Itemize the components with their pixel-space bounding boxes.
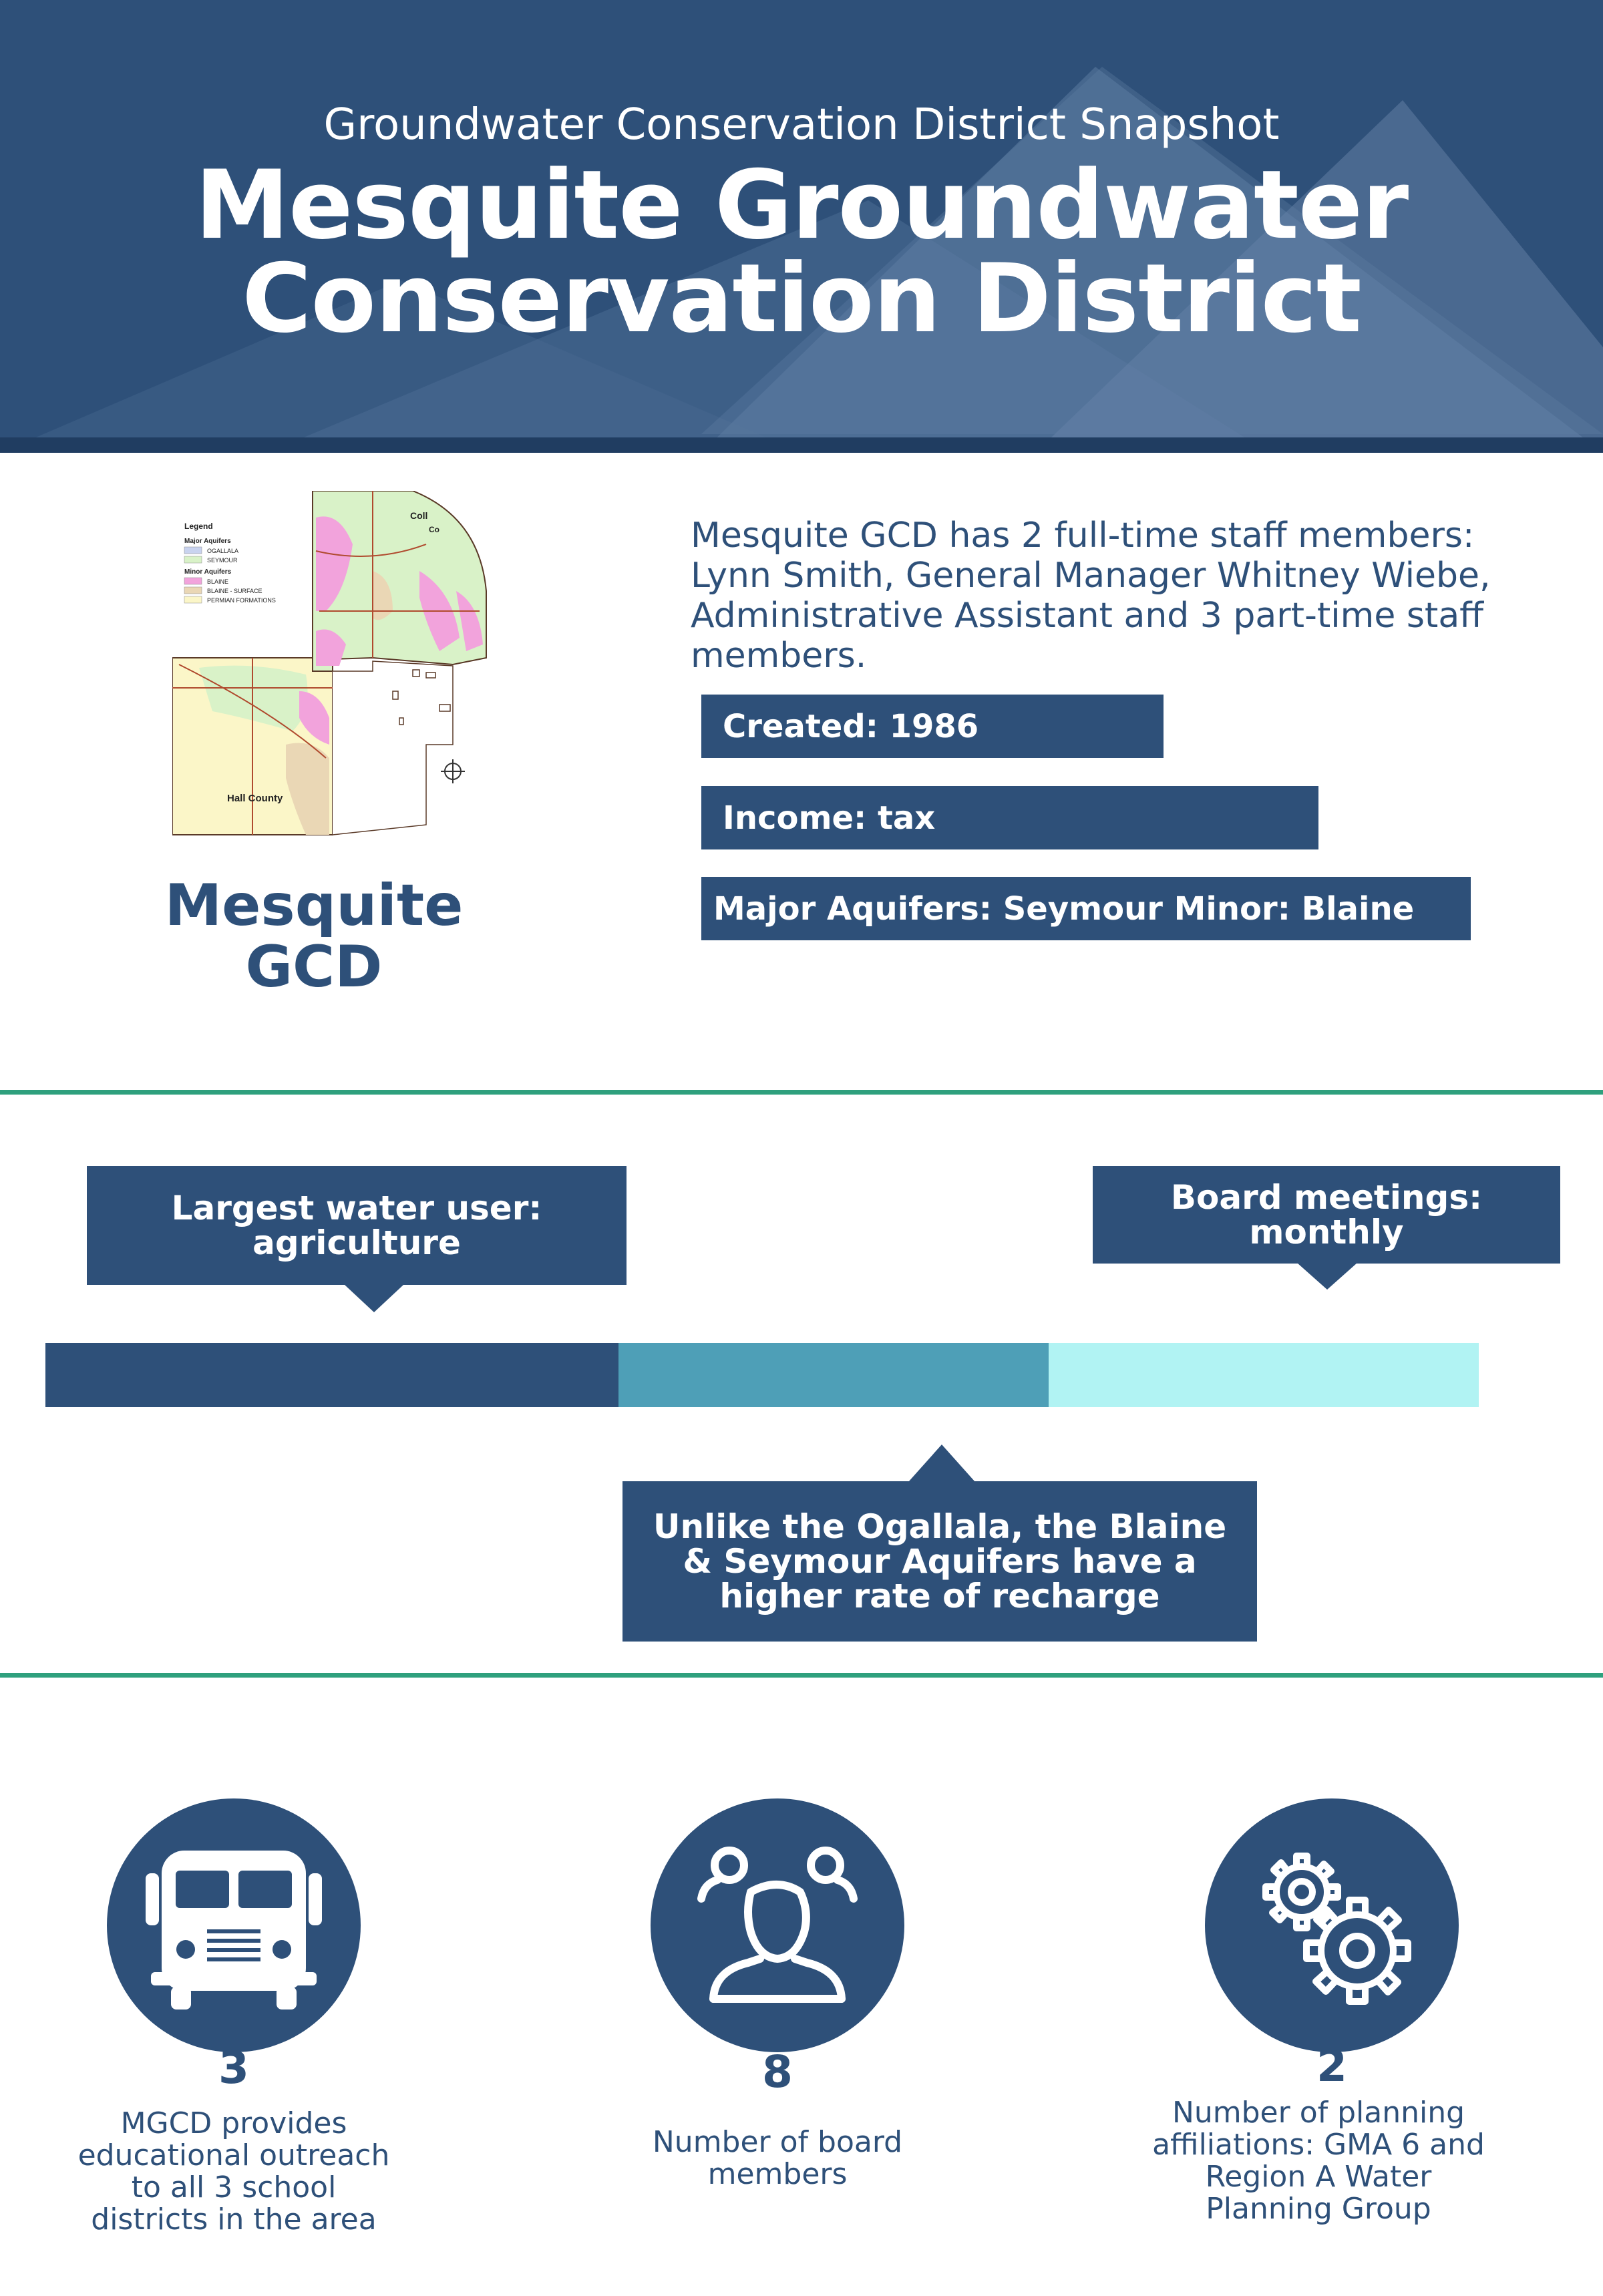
- map-legend-blaine: BLAINE: [207, 578, 229, 585]
- divider-top: [0, 1090, 1603, 1095]
- income-bar: Income: tax: [701, 786, 1318, 849]
- staff-description: Mesquite GCD has 2 full-time staff members: Lynn Smith, General Manager Whitney Wiebe, Administrative Assistant and 3 part-time staff members.: [691, 516, 1491, 676]
- water-user-callout-pointer: [344, 1284, 404, 1312]
- aquifer-map-graphic: [172, 491, 490, 839]
- stat-school-districts-text: MGCD provides educational outreach to all 3 school districts in the area: [77, 2106, 390, 2237]
- map-legend-blaine-surface: BLAINE - SURFACE: [207, 588, 262, 594]
- header-subtitle: Groundwater Conservation District Snapshot: [323, 100, 1280, 150]
- timeline-segment-1: [45, 1343, 618, 1407]
- recharge-callout-pointer: [908, 1445, 975, 1482]
- page-title: [0, 150, 1603, 354]
- header-bottom-strip: [0, 437, 1603, 453]
- stat-affiliations-circle: [1205, 1798, 1459, 2052]
- timeline-segment-2: [618, 1343, 1049, 1407]
- timeline-segment-3: [1049, 1343, 1479, 1407]
- map-corner-label-1: Coll: [410, 510, 428, 521]
- aquifer-map: [172, 491, 490, 839]
- map-caption-line-1: Mesquite: [164, 872, 464, 939]
- stat-board-members-number: 8: [762, 2046, 793, 2098]
- people-icon: [651, 1798, 904, 2052]
- map-legend-seymour: SEYMOUR: [207, 557, 238, 564]
- divider-bottom: [0, 1673, 1603, 1678]
- stat-board-members-text: Number of board members: [652, 2125, 903, 2191]
- board-meetings-callout-pointer: [1297, 1263, 1357, 1290]
- recharge-callout: Unlike the Ogallala, the Blaine & Seymour Aquifers have a higher rate of recharge: [622, 1481, 1257, 1642]
- created-bar: Created: 1986: [701, 695, 1164, 758]
- water-user-callout: Largest water user: agriculture: [87, 1166, 627, 1285]
- stat-affiliations-text: Number of planning affiliations: GMA 6 and Region A Water Planning Group: [1152, 2096, 1485, 2226]
- school-bus-icon: [107, 1798, 361, 2052]
- map-legend-minor-heading: Minor Aquifers: [184, 568, 232, 576]
- page-title-line-2: Conservation District: [242, 244, 1361, 354]
- stat-affiliations-number: 2: [1316, 2040, 1347, 2092]
- map-legend-permian: PERMIAN FORMATIONS: [207, 597, 276, 604]
- stat-school-bus-circle: [107, 1798, 361, 2052]
- page-title-line-1: Mesquite Groundwater: [194, 150, 1409, 260]
- map-corner-label-2: Co: [429, 525, 439, 534]
- map-caption-line-2: GCD: [245, 934, 383, 1000]
- aquifers-bar: Major Aquifers: Seymour Minor: Blaine: [701, 877, 1471, 940]
- map-legend-major-heading: Major Aquifers: [184, 538, 231, 545]
- gears-icon: [1205, 1798, 1459, 2052]
- stat-school-districts-number: 3: [218, 2042, 249, 2094]
- map-county-label: Hall County: [227, 793, 283, 804]
- stat-board-circle: [651, 1798, 904, 2052]
- map-legend-title: Legend: [184, 522, 213, 531]
- board-meetings-callout: Board meetings: monthly: [1093, 1166, 1560, 1264]
- map-legend-ogallala: OGALLALA: [207, 548, 239, 554]
- map-caption: [80, 872, 548, 1000]
